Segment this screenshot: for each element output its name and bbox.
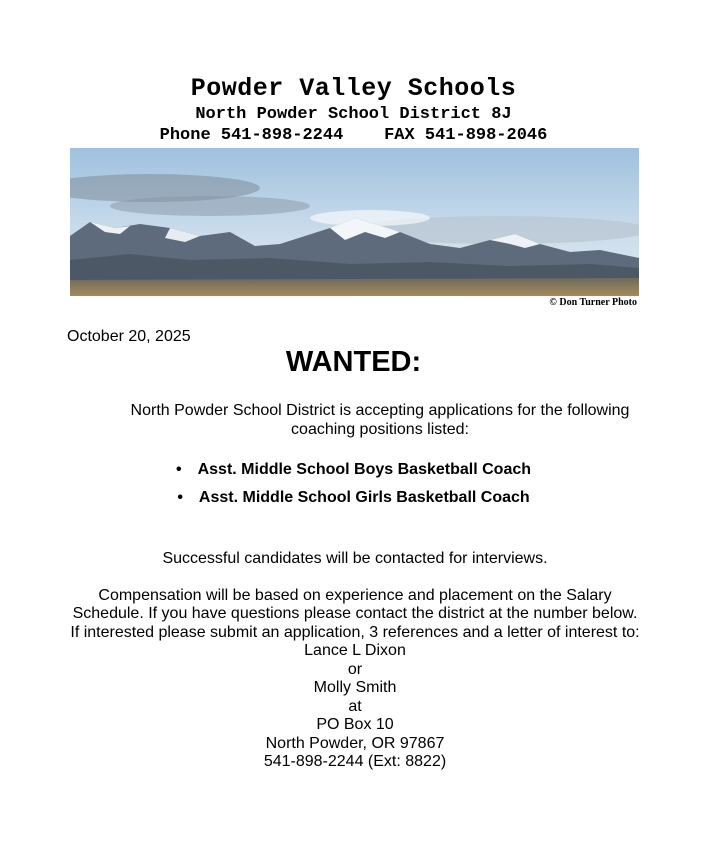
address-line: or bbox=[347, 660, 363, 678]
compensation-line: Compensation will be based on experience and placement on the Salary bbox=[98, 586, 612, 604]
school-name: Powder Valley Schools bbox=[190, 74, 517, 103]
address-line: at bbox=[348, 697, 362, 715]
phone-fax: Phone 541-898-2244 FAX 541-898-2046 bbox=[159, 126, 548, 145]
address-line: PO Box 10 bbox=[316, 716, 394, 733]
phone-line: 541-898-2244 (Ext: 8822) bbox=[263, 753, 447, 770]
positions-list bbox=[0, 456, 707, 512]
mountain-banner-image bbox=[70, 148, 639, 296]
compensation-line: If interested please submit an application, 3 references and a letter of interest to: bbox=[70, 623, 640, 641]
bullet-icon: • bbox=[175, 461, 182, 478]
application-details bbox=[55, 550, 655, 772]
photo-credit: © Don Turner Photo bbox=[549, 297, 637, 308]
notice-date: October 20, 2025 bbox=[67, 328, 191, 345]
bullet-icon: • bbox=[177, 489, 183, 506]
position-label: Asst. Middle School Boys Basketball Coach bbox=[197, 461, 532, 478]
compensation-line: Schedule. If you have questions please contact the district at the number below. bbox=[72, 605, 638, 622]
intro-paragraph: North Powder School District is accepting applications for the following coaching positions listed: bbox=[130, 402, 630, 438]
contact-name: Molly Smith bbox=[313, 679, 397, 696]
address-line: North Powder, OR 97867 bbox=[265, 734, 445, 752]
letterhead bbox=[0, 74, 707, 146]
position-label: Asst. Middle School Girls Basketball Coach bbox=[198, 489, 530, 506]
list-item bbox=[0, 484, 707, 512]
contact-name: Lance L Dixon bbox=[304, 642, 406, 659]
district-name: North Powder School District 8J bbox=[195, 105, 512, 124]
contact-note: Successful candidates will be contacted for interviews. bbox=[162, 550, 548, 567]
list-item bbox=[0, 456, 707, 484]
wanted-heading: WANTED: bbox=[285, 346, 422, 378]
